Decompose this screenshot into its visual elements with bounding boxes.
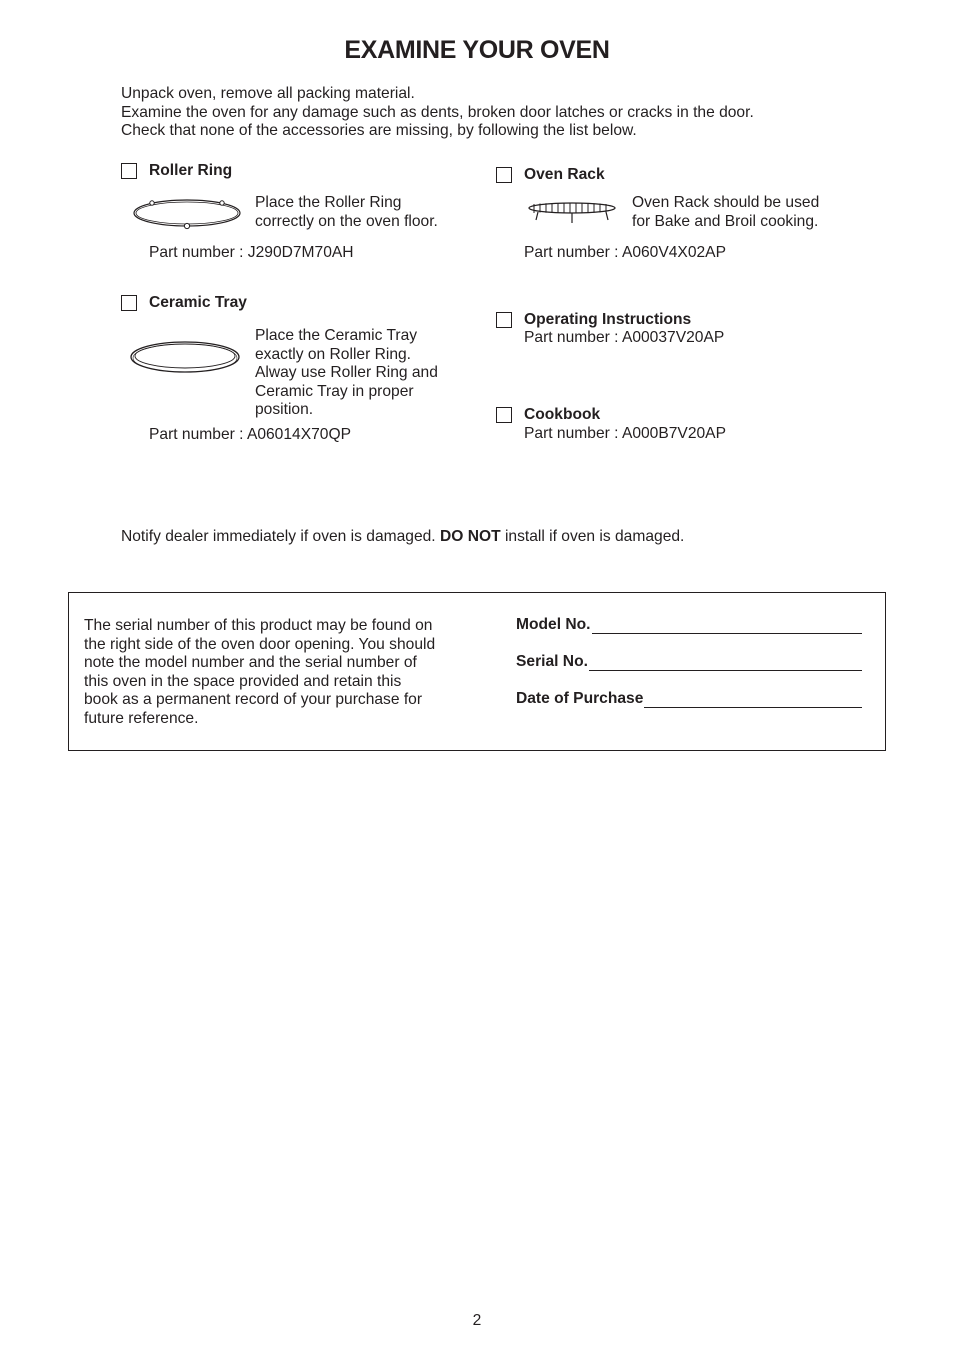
oven-rack-part-number: Part number : A060V4X02AP	[524, 244, 726, 261]
date-of-purchase-line[interactable]	[644, 691, 862, 708]
model-number-label: Model No.	[516, 616, 591, 633]
desc-line: Oven Rack should be used	[632, 194, 820, 211]
desc-line: exactly on Roller Ring.	[255, 345, 412, 363]
model-number-line[interactable]	[592, 617, 863, 634]
page-number: 2	[472, 1312, 482, 1329]
serial-number-line[interactable]	[589, 654, 862, 671]
notice-text: install if oven is damaged.	[500, 528, 685, 545]
oven-rack-label: Oven Rack	[524, 166, 605, 183]
date-of-purchase-label: Date of Purchase	[516, 690, 644, 707]
desc-line: for Bake and Broil cooking.	[632, 212, 819, 230]
notice-text: Notify dealer immediately if oven is damaged.	[121, 528, 440, 545]
record-text-line: note the model number and the serial number of	[84, 654, 417, 672]
desc-line: Alway use Roller Ring and	[255, 364, 438, 381]
record-text-line: future reference.	[84, 709, 199, 727]
serial-number-field[interactable]	[516, 653, 862, 671]
desc-line: Place the Roller Ring	[255, 194, 402, 211]
roller-ring-icon	[130, 196, 244, 232]
cookbook-checkbox[interactable]	[496, 407, 512, 423]
notice-emphasis: DO NOT	[439, 528, 501, 545]
oven-rack-description	[632, 194, 819, 231]
operating-instructions-checkbox[interactable]	[496, 312, 512, 328]
intro-line: Unpack oven, remove all packing material.	[121, 85, 415, 102]
oven-rack-icon	[526, 198, 618, 226]
serial-number-label: Serial No.	[516, 653, 588, 670]
oven-rack-checkbox[interactable]	[496, 167, 512, 183]
record-text-line: The serial number of this product may be found on	[84, 617, 433, 634]
model-number-field[interactable]	[516, 616, 862, 634]
desc-line: Place the Ceramic Tray	[255, 327, 418, 344]
serial-location-text	[84, 617, 435, 729]
ceramic-tray-icon	[128, 338, 242, 376]
operating-instructions-part-number: Part number : A00037V20AP	[524, 329, 725, 346]
desc-line: position.	[255, 401, 314, 418]
cookbook-part-number: Part number : A000B7V20AP	[524, 425, 726, 442]
intro-text	[121, 85, 754, 141]
operating-instructions-label: Operating Instructions	[524, 311, 692, 328]
ceramic-tray-label: Ceramic Tray	[149, 294, 247, 311]
ceramic-tray-description	[255, 327, 438, 420]
record-text-line: the right side of the oven door opening. You should	[84, 635, 436, 653]
ceramic-tray-checkbox[interactable]	[121, 295, 137, 311]
damage-notice	[121, 528, 684, 546]
desc-line: correctly on the oven floor.	[255, 212, 438, 230]
cookbook-label: Cookbook	[524, 406, 601, 423]
roller-ring-part-number: Part number : J290D7M70AH	[149, 244, 354, 261]
page-title: EXAMINE YOUR OVEN	[344, 36, 610, 64]
record-text-line: this oven in the space provided and retain this	[84, 672, 402, 690]
ceramic-tray-part-number: Part number : A06014X70QP	[149, 426, 351, 443]
roller-ring-description	[255, 194, 438, 231]
record-text-line: book as a permanent record of your purchase for	[84, 691, 423, 709]
date-of-purchase-field[interactable]	[516, 690, 862, 708]
intro-line: Check that none of the accessories are missing, by following the list below.	[121, 122, 637, 139]
roller-ring-checkbox[interactable]	[121, 163, 137, 179]
intro-line: Examine the oven for any damage such as dents, broken door latches or cracks in the door.	[121, 103, 754, 121]
roller-ring-label: Roller Ring	[149, 162, 233, 179]
desc-line: Ceramic Tray in proper	[255, 382, 414, 400]
